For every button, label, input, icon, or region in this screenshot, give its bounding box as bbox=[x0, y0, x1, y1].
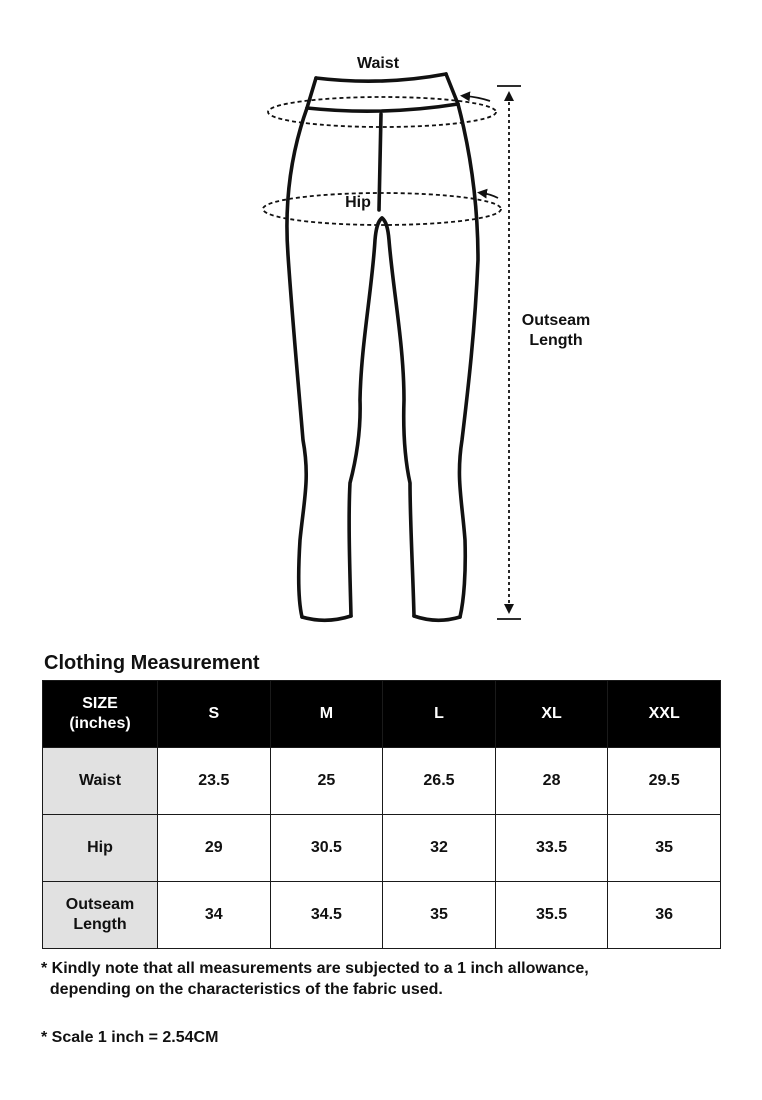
table-cell: 23.5 bbox=[158, 748, 271, 815]
table-cell: 32 bbox=[383, 815, 496, 882]
size-chart-table bbox=[42, 680, 721, 949]
table-cell: 28 bbox=[495, 748, 608, 815]
table-cell: 29 bbox=[158, 815, 271, 882]
table-row-waist bbox=[43, 748, 721, 815]
waist-arrow-icon bbox=[465, 96, 490, 101]
table-cell: 33.5 bbox=[495, 815, 608, 882]
scale-note: * Scale 1 inch = 2.54CM bbox=[41, 1029, 219, 1046]
size-header-line-1: SIZE bbox=[82, 695, 118, 712]
table-cell: 35 bbox=[383, 882, 496, 949]
row-label-hip: Hip bbox=[43, 815, 158, 882]
hip-label: Hip bbox=[345, 194, 371, 211]
waist-label: Waist bbox=[356, 55, 400, 72]
table-header-row bbox=[43, 681, 721, 748]
table-cell: 25 bbox=[270, 748, 383, 815]
table-cell: 36 bbox=[608, 882, 721, 949]
table-row-hip bbox=[43, 815, 721, 882]
section-title: Clothing Measurement bbox=[44, 652, 260, 674]
outseam-label-line-2: Length bbox=[529, 332, 583, 349]
row-label-waist: Waist bbox=[43, 748, 158, 815]
row-label-outseam-length bbox=[43, 882, 158, 949]
size-header-l: L bbox=[383, 681, 496, 748]
size-header-m: M bbox=[270, 681, 383, 748]
leggings-outline bbox=[287, 74, 478, 620]
table-cell: 30.5 bbox=[270, 815, 383, 882]
outseam-length-label bbox=[512, 311, 600, 351]
table-cell: 35 bbox=[608, 815, 721, 882]
row-label-line-1: Outseam bbox=[65, 896, 135, 913]
row-label-line-2: Length bbox=[73, 916, 127, 933]
hip-arrow-icon bbox=[482, 193, 498, 198]
size-header-xxl: XXL bbox=[608, 681, 721, 748]
size-header-s: S bbox=[158, 681, 271, 748]
table-cell: 34.5 bbox=[270, 882, 383, 949]
table-row-outseam-length bbox=[43, 882, 721, 949]
size-unit-header bbox=[43, 681, 158, 748]
table-cell: 35.5 bbox=[495, 882, 608, 949]
size-header-line-2: (inches) bbox=[69, 715, 131, 732]
table-cell: 34 bbox=[158, 882, 271, 949]
table-cell: 26.5 bbox=[383, 748, 496, 815]
size-header-xl: XL bbox=[495, 681, 608, 748]
allowance-note: * Kindly note that all measurements are subjected to a 1 inch allowance, depending on the characteristics of the fabric used. bbox=[41, 960, 589, 998]
outseam-label-line-1: Outseam bbox=[521, 312, 591, 329]
table-cell: 29.5 bbox=[608, 748, 721, 815]
